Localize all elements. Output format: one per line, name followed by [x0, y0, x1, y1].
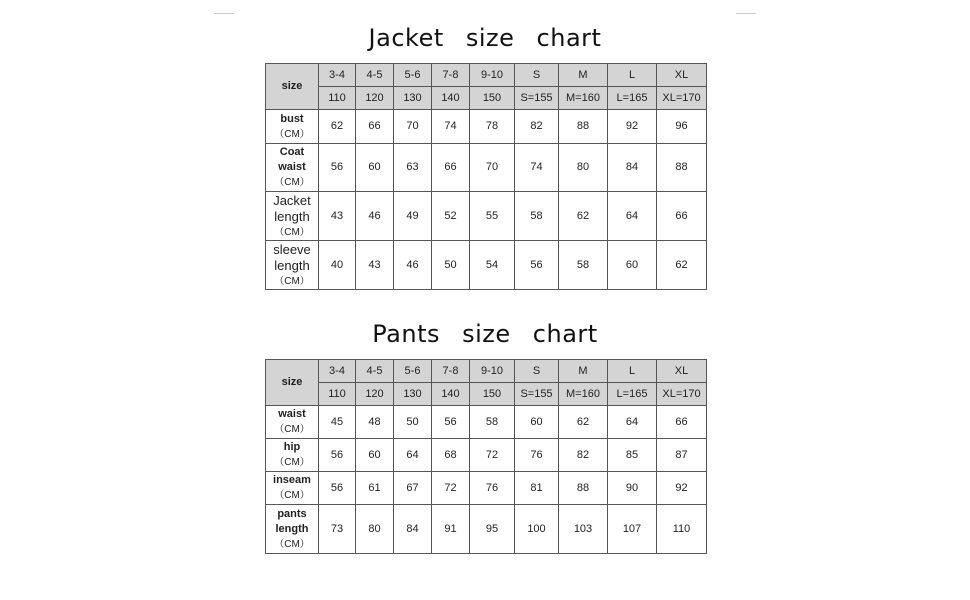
measurement-unit: （CM）: [274, 177, 310, 188]
age-range-header: 5-6: [394, 64, 432, 87]
measurement-value: 80: [559, 144, 608, 192]
measurement-value: 72: [470, 439, 515, 472]
height-header: 150: [470, 383, 515, 406]
header-row-height: [266, 87, 707, 110]
measurement-row: [266, 505, 707, 554]
measurement-value: 110: [657, 505, 707, 554]
measurement-value: 87: [657, 439, 707, 472]
age-range-header: 3-4: [319, 64, 356, 87]
measurement-value: 54: [470, 241, 515, 290]
height-header: 150: [470, 87, 515, 110]
measurement-value: 63: [394, 144, 432, 192]
measurement-label: [266, 439, 319, 472]
measurement-value: 72: [432, 472, 470, 505]
age-range-header: L: [608, 64, 657, 87]
height-header: 140: [432, 383, 470, 406]
measurement-label: [266, 110, 319, 144]
measurement-label-text: pants: [277, 507, 307, 520]
measurement-label-text: bust: [280, 112, 304, 125]
height-header: L=165: [608, 383, 657, 406]
height-header: 130: [394, 383, 432, 406]
measurement-value: 66: [432, 144, 470, 192]
age-range-header: S: [515, 64, 559, 87]
jacket-size-chart-title: Jacket size chart: [368, 24, 602, 52]
measurement-value: 40: [319, 241, 356, 290]
measurement-value: 43: [356, 241, 394, 290]
measurement-unit: （CM）: [274, 128, 310, 140]
measurement-label-text: inseam: [273, 474, 311, 486]
measurement-value: 92: [657, 472, 707, 505]
measurement-value: 62: [559, 192, 608, 241]
age-range-header: 4-5: [356, 64, 394, 87]
measurement-value: 60: [608, 241, 657, 290]
measurement-value: 50: [394, 406, 432, 439]
measurement-row: [266, 439, 707, 472]
height-header: 120: [356, 383, 394, 406]
measurement-value: 74: [432, 110, 470, 144]
measurement-value: 64: [608, 406, 657, 439]
measurement-value: 74: [515, 144, 559, 192]
measurement-label: [266, 192, 319, 241]
measurement-value: 50: [432, 241, 470, 290]
height-header: M=160: [559, 383, 608, 406]
header-row-height: [266, 383, 707, 406]
header-row-age: [266, 360, 707, 383]
measurement-value: 46: [394, 241, 432, 290]
top-left-rule: [214, 13, 234, 14]
measurement-label: [266, 505, 319, 554]
height-header: XL=170: [657, 383, 707, 406]
measurement-value: 45: [319, 406, 356, 439]
size-corner-label: size: [266, 360, 319, 406]
measurement-unit: （CM）: [274, 275, 310, 287]
age-range-header: L: [608, 360, 657, 383]
measurement-value: 67: [394, 472, 432, 505]
measurement-value: 82: [559, 439, 608, 472]
header-row-age: [266, 64, 707, 87]
measurement-value: 43: [319, 192, 356, 241]
measurement-row: [266, 144, 707, 192]
measurement-value: 73: [319, 505, 356, 554]
measurement-label-text: length: [274, 257, 310, 273]
measurement-label-text: sleeve: [273, 241, 311, 257]
measurement-label: [266, 472, 319, 505]
measurement-value: 52: [432, 192, 470, 241]
measurement-unit: （CM）: [274, 457, 310, 468]
measurement-value: 84: [608, 144, 657, 192]
measurement-value: 55: [470, 192, 515, 241]
measurement-value: 58: [470, 406, 515, 439]
top-right-rule: [736, 13, 756, 14]
measurement-value: 96: [657, 110, 707, 144]
measurement-value: 58: [559, 241, 608, 290]
measurement-label-text: Jacket: [273, 192, 311, 208]
measurement-label-text: length: [274, 208, 310, 224]
measurement-label: [266, 241, 319, 290]
measurement-value: 60: [356, 439, 394, 472]
measurement-value: 91: [432, 505, 470, 554]
age-range-header: 3-4: [319, 360, 356, 383]
measurement-unit: （CM）: [274, 226, 310, 238]
measurement-value: 56: [319, 144, 356, 192]
measurement-value: 60: [356, 144, 394, 192]
measurement-label-text: length: [275, 522, 309, 535]
measurement-label: [266, 406, 319, 439]
height-header: XL=170: [657, 87, 707, 110]
jacket-size-table: [265, 63, 707, 290]
measurement-row: [266, 110, 707, 144]
measurement-row: [266, 241, 707, 290]
measurement-value: 68: [432, 439, 470, 472]
measurement-value: 88: [559, 110, 608, 144]
measurement-value: 56: [515, 241, 559, 290]
measurement-value: 88: [559, 472, 608, 505]
measurement-value: 80: [356, 505, 394, 554]
measurement-value: 76: [470, 472, 515, 505]
height-header: 110: [319, 87, 356, 110]
measurement-value: 61: [356, 472, 394, 505]
measurement-value: 66: [657, 406, 707, 439]
height-header: S=155: [515, 87, 559, 110]
measurement-unit: （CM）: [274, 424, 310, 435]
measurement-value: 48: [356, 406, 394, 439]
age-range-header: 4-5: [356, 360, 394, 383]
measurement-value: 78: [470, 110, 515, 144]
measurement-value: 49: [394, 192, 432, 241]
measurement-value: 76: [515, 439, 559, 472]
age-range-header: XL: [657, 360, 707, 383]
age-range-header: M: [559, 64, 608, 87]
height-header: L=165: [608, 87, 657, 110]
measurement-value: 90: [608, 472, 657, 505]
measurement-value: 81: [515, 472, 559, 505]
measurement-unit: （CM）: [274, 490, 310, 501]
measurement-value: 56: [432, 406, 470, 439]
measurement-value: 62: [559, 406, 608, 439]
measurement-value: 88: [657, 144, 707, 192]
measurement-label-text: waist: [278, 408, 306, 420]
measurement-value: 95: [470, 505, 515, 554]
measurement-row: [266, 406, 707, 439]
measurement-label-text: Coat: [279, 146, 305, 158]
measurement-value: 64: [608, 192, 657, 241]
height-header: S=155: [515, 383, 559, 406]
measurement-value: 60: [515, 406, 559, 439]
measurement-row: [266, 472, 707, 505]
measurement-label-text: waist: [278, 161, 306, 173]
age-range-header: M: [559, 360, 608, 383]
measurement-value: 62: [657, 241, 707, 290]
age-range-header: 5-6: [394, 360, 432, 383]
measurement-value: 100: [515, 505, 559, 554]
age-range-header: 7-8: [432, 64, 470, 87]
age-range-header: S: [515, 360, 559, 383]
measurement-value: 107: [608, 505, 657, 554]
age-range-header: XL: [657, 64, 707, 87]
measurement-value: 46: [356, 192, 394, 241]
measurement-value: 92: [608, 110, 657, 144]
age-range-header: 7-8: [432, 360, 470, 383]
measurement-value: 66: [657, 192, 707, 241]
measurement-value: 58: [515, 192, 559, 241]
measurement-label: [266, 144, 319, 192]
age-range-header: 9-10: [470, 360, 515, 383]
measurement-value: 85: [608, 439, 657, 472]
measurement-value: 84: [394, 505, 432, 554]
measurement-unit: （CM）: [274, 538, 310, 550]
measurement-value: 70: [470, 144, 515, 192]
pants-size-chart-title: Pants size chart: [372, 320, 598, 348]
age-range-header: 9-10: [470, 64, 515, 87]
measurement-value: 82: [515, 110, 559, 144]
height-header: M=160: [559, 87, 608, 110]
measurement-value: 64: [394, 439, 432, 472]
measurement-row: [266, 192, 707, 241]
measurement-value: 70: [394, 110, 432, 144]
height-header: 120: [356, 87, 394, 110]
measurement-value: 56: [319, 472, 356, 505]
height-header: 130: [394, 87, 432, 110]
pants-size-table: [265, 359, 707, 554]
measurement-value: 66: [356, 110, 394, 144]
size-corner-label: size: [266, 64, 319, 110]
height-header: 140: [432, 87, 470, 110]
height-header: 110: [319, 383, 356, 406]
measurement-label-text: hip: [283, 441, 301, 453]
measurement-value: 103: [559, 505, 608, 554]
measurement-value: 56: [319, 439, 356, 472]
measurement-value: 62: [319, 110, 356, 144]
